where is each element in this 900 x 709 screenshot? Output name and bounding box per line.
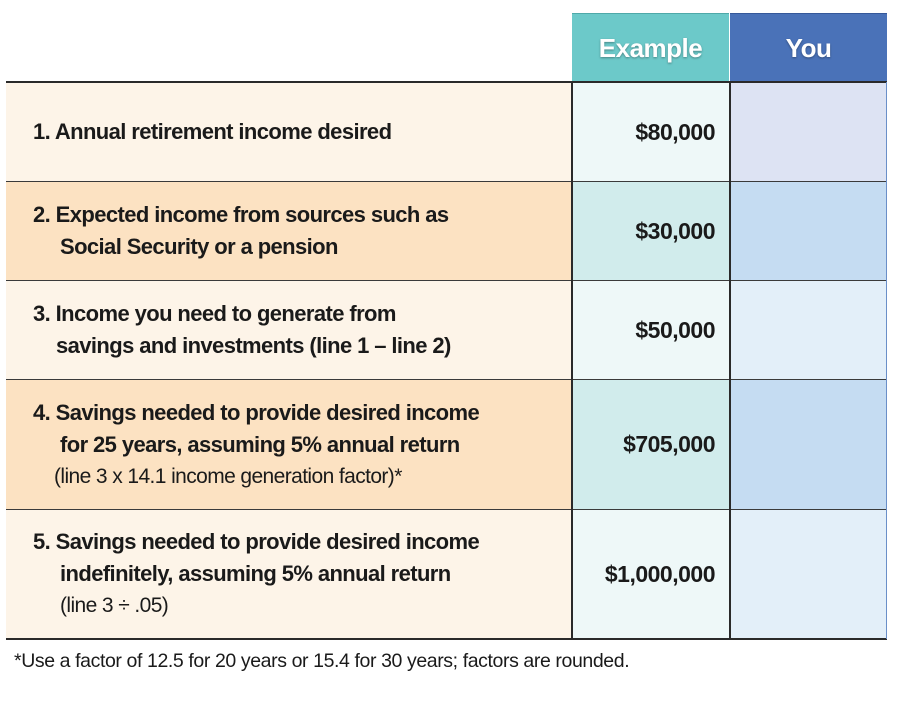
you-column-header: You xyxy=(730,13,887,83)
row-label-line: 2. Expected income from sources such as xyxy=(33,202,449,227)
table-bottom-border xyxy=(6,638,887,640)
row-label-line: 5. Savings needed to provide desired income xyxy=(33,529,480,554)
row-label-line: (line 3 ÷ .05) xyxy=(60,594,169,617)
you-input-cell[interactable] xyxy=(730,83,887,181)
example-value: $80,000 xyxy=(572,83,729,181)
row-divider xyxy=(6,379,887,380)
table-row xyxy=(6,510,887,638)
table-row xyxy=(6,83,887,181)
row-label xyxy=(6,182,571,280)
row-label-line: 4. Savings needed to provide desired income xyxy=(33,399,480,425)
row-label-line: 1. Annual retirement income desired xyxy=(33,119,392,144)
row-divider xyxy=(6,280,887,281)
you-input-cell[interactable] xyxy=(730,182,887,280)
you-input-cell[interactable] xyxy=(730,510,887,638)
row-label xyxy=(6,380,571,509)
row-label-line: Social Security or a pension xyxy=(60,234,338,259)
example-value: $705,000 xyxy=(572,380,729,509)
table-row xyxy=(6,182,887,280)
example-value: $1,000,000 xyxy=(572,510,729,638)
example-value: $50,000 xyxy=(572,281,729,379)
you-input-cell[interactable] xyxy=(730,380,887,509)
column-divider xyxy=(729,82,731,639)
row-label-line: (line 3 x 14.1 income generation factor)* xyxy=(54,464,402,488)
row-divider xyxy=(6,181,887,182)
you-input-cell[interactable] xyxy=(730,281,887,379)
row-divider xyxy=(6,509,887,510)
row-label xyxy=(6,281,571,379)
table-row xyxy=(6,281,887,379)
row-label-line: savings and investments (line 1 – line 2) xyxy=(56,333,451,358)
column-divider xyxy=(571,82,573,639)
row-label-line: indefinitely, assuming 5% annual return xyxy=(60,561,451,586)
header-divider xyxy=(6,81,887,83)
table-row xyxy=(6,380,887,509)
row-label xyxy=(6,510,571,638)
table-right-border xyxy=(886,82,887,639)
row-label-line: for 25 years, assuming 5% annual return xyxy=(60,431,460,457)
footnote: *Use a factor of 12.5 for 20 years or 15.4 for 30 years; factors are rounded. xyxy=(14,650,630,672)
example-column-header: Example xyxy=(572,13,729,83)
row-label-line: 3. Income you need to generate from xyxy=(33,301,396,326)
example-value: $30,000 xyxy=(572,182,729,280)
row-label xyxy=(6,83,571,181)
